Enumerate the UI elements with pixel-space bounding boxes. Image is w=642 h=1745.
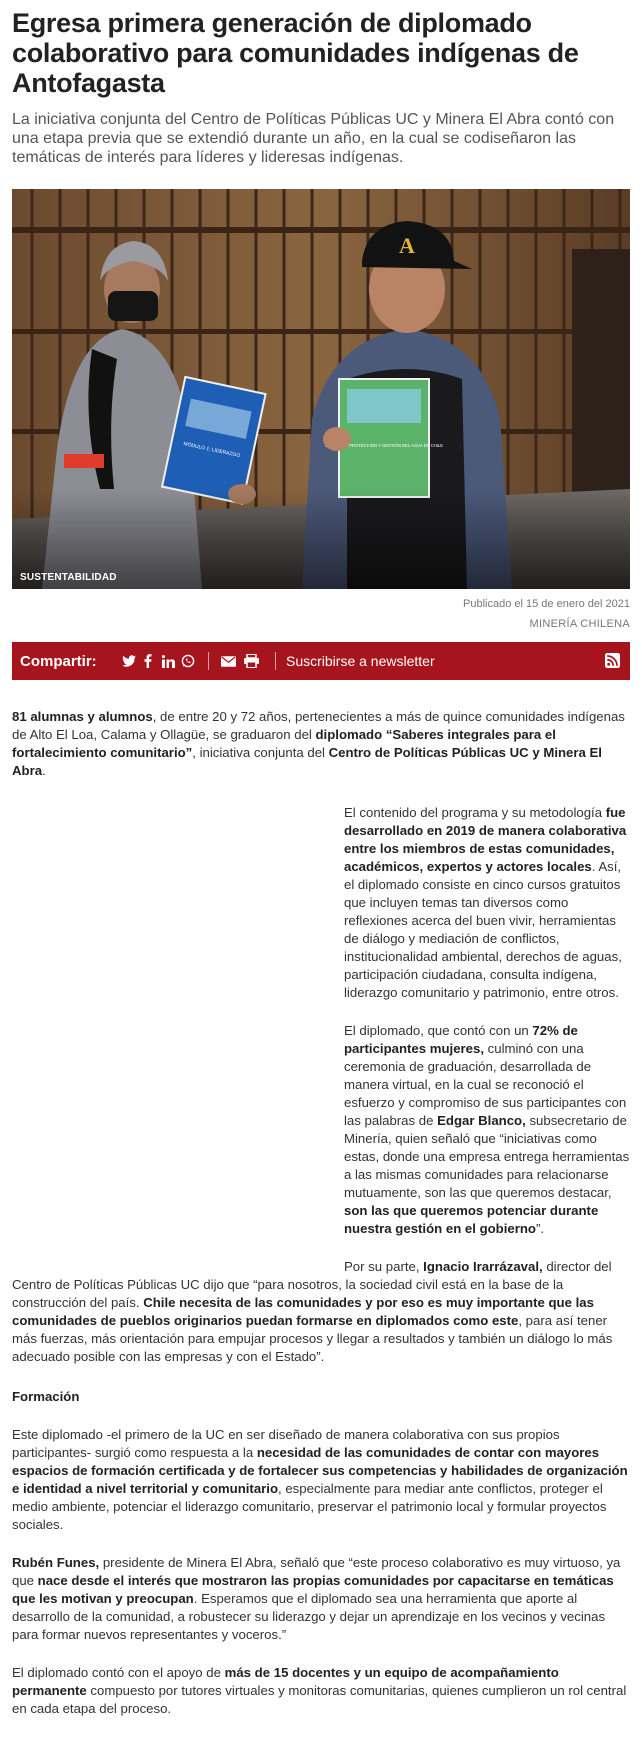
source-label[interactable]: MINERÍA CHILENA (529, 618, 630, 630)
category-tag[interactable]: SUSTENTABILIDAD (20, 572, 117, 583)
paragraph-7: El diplomado contó con el apoyo de más de 15 docentes y un equipo de acompañamiento permanente compuesto por tutores virtuales y monitoras comunitarias, quienes cumplieron un rol central en cada etapa del proceso. (12, 1665, 627, 1716)
email-icon[interactable] (219, 651, 237, 671)
paragraph-3: El diplomado, que contó con un 72% de participantes mujeres, culminó con una ceremonia de graduación, desarrollada de manera virtual, en la cual se reconoció el esfuerzo y compromiso de sus participantes con las palabras de Edgar Blanco, subsecretario de Minería, quien señaló que “iniciativas como estas, donde una empresa entrega herramientas a las mismas comunidades para relacionarse mutuamente, son las que queremos destacar, son las que queremos potenciar durante nuestra gestión en el gobierno”. (344, 1023, 630, 1236)
divider (275, 652, 276, 670)
article-lede: La iniciativa conjunta del Centro de Políticas Públicas UC y Minera El Abra contó con una etapa previa que se extendió durante un año, en la cual se codiseñaron las temáticas de interés para líderes y lideresas indígenas. (12, 111, 615, 166)
print-icon[interactable] (237, 651, 265, 671)
twitter-icon[interactable] (120, 651, 138, 671)
paragraph-4: Por su parte, Ignacio Irarrázaval, director del Centro de Políticas Públicas UC dijo que “para nosotros, la sociedad civil está en la base de la construcción del país. Chile necesita de las comunidades y por eso es muy importante que las comunidades de pueblos originarios puedan formarse en diplomados como este, para así tener más fuerzas, más orientación para empujar procesos y llegar a resultados y también un diálogo lo más adecuado posible con las empresas y con el Estado”. (12, 1259, 613, 1364)
rss-icon[interactable] (605, 653, 620, 673)
paragraph-6: Rubén Funes, presidente de Minera El Abra, señaló que “este proceso colaborativo es muy virtuoso, ya que nace desde el interés que mostraron las propias comunidades por capacitarse en temáticas que les motivan y preocupan. Esperamos que el diplomado sea una herramienta que aporte al desarrollo de la comunidad, a robustecer su liderazgo y dejar un aprendizaje en los vecinos y vecinas para formar nuevos representantes y voceros.” (12, 1555, 621, 1642)
section-heading: Formación (12, 1389, 80, 1404)
facebook-icon[interactable] (138, 651, 158, 671)
share-label: Compartir: (20, 652, 97, 670)
publish-date: Publicado el 15 de enero del 2021 (463, 598, 630, 610)
hero-photo (12, 189, 630, 589)
article-body (12, 708, 630, 1718)
article (12, 0, 630, 1718)
divider (208, 652, 209, 670)
paragraph-2: El contenido del programa y su metodología fue desarrollado en 2019 de manera colaborativa entre los miembros de estas comunidades, académicos, expertos y actores locales. Así, el diplomado consiste en cinco cursos gratuitos que incluyen temas tan diversos como reflexiones acerca del buen vivir, herramientas de diálogo y mediación de conflictos, institucionalidad ambiental, derechos de aguas, participación ciudadana, consulta indígena, liderazgo comunitario y patrimonio, entre otros. (344, 805, 627, 1000)
article-title: Egresa primera generación de diplomado colaborativo para comunidades indígenas de Antofagasta (12, 8, 579, 98)
newsletter-link[interactable]: Suscribirse a newsletter (286, 653, 435, 669)
paragraph-5: Este diplomado -el primero de la UC en ser diseñado de manera colaborativa con sus propios participantes- surgió como respuesta a la necesidad de las comunidades de contar con mayores espacios de formación certificada y de fortalecer sus competencias y habilidades de organización e identidad a nivel territorial y comunitario, especialmente para mediar ante conflictos, proteger el medio ambiente, potenciar el liderazgo comunitario, preservar el patrimonio local y formular proyectos sociales. (12, 1427, 628, 1532)
paragraph-1: 81 alumnas y alumnos, de entre 20 y 72 años, pertenecientes a más de quince comunidades indígenas de Alto El Loa, Calama y Ollagüe, se graduaron del diplomado “Saberes integrales para el fortalecimiento comunitario”, iniciativa conjunta del Centro de Políticas Públicas UC y Minera El Abra. (12, 709, 625, 778)
share-bar (12, 642, 630, 680)
photo-illustration (12, 189, 630, 589)
whatsapp-icon[interactable] (178, 651, 198, 671)
linkedin-icon[interactable] (158, 651, 178, 671)
